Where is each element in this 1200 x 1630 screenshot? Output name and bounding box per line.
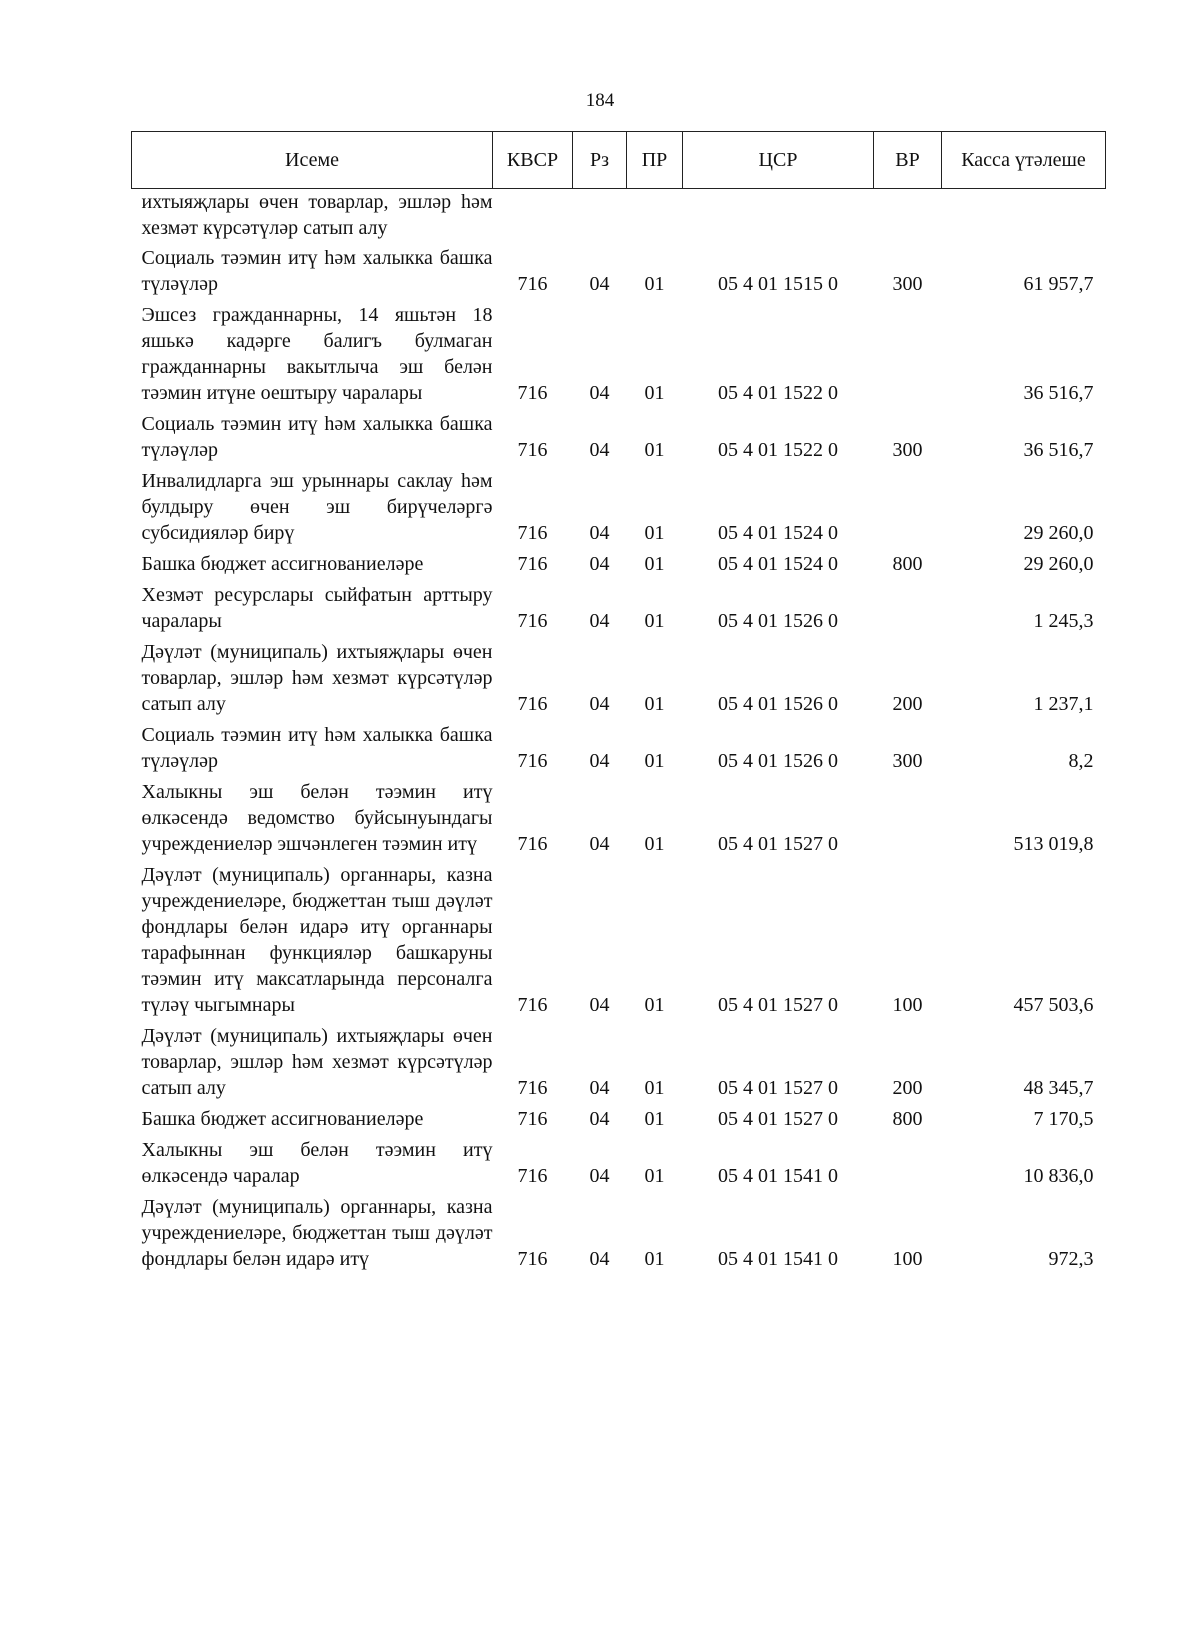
row-csr: 05 4 01 1524 0 <box>718 522 838 544</box>
row-csr: 05 4 01 1527 0 <box>718 833 838 855</box>
page-number: 184 <box>585 90 615 111</box>
row-csr: 05 4 01 1541 0 <box>718 1248 838 1270</box>
row-amount: 36 516,7 <box>1023 382 1094 404</box>
row-amount: 10 836,0 <box>1023 1165 1094 1187</box>
header-csr: ЦСР <box>683 132 874 189</box>
table-row <box>132 862 1106 1023</box>
row-vr: 200 <box>892 693 923 715</box>
row-pr: 01 <box>644 610 665 632</box>
row-vr <box>874 1137 942 1194</box>
row-pr: 01 <box>644 553 665 575</box>
row-amount: 1 245,3 <box>1033 610 1094 632</box>
row-vr <box>874 779 942 862</box>
row-name: Халыкны эш белән тәэмин итү өлкәсендә чаралар <box>141 1139 493 1187</box>
row-csr: 05 4 01 1522 0 <box>718 382 838 404</box>
row-pr: 01 <box>644 1165 665 1187</box>
row-amount: 48 345,7 <box>1023 1077 1094 1099</box>
row-amount: 513 019,8 <box>1013 833 1094 855</box>
table-row <box>132 245 1106 302</box>
row-pr: 01 <box>644 833 665 855</box>
table-row <box>132 468 1106 551</box>
row-name: Инвалидларга эш урыннары саклау һәм булдыру өчен эш бирүчеләргә субсидияләр бирү <box>141 470 493 544</box>
row-csr: 05 4 01 1541 0 <box>718 1165 838 1187</box>
row-name: Социаль тәэмин итү һәм халыкка башка түләүләр <box>141 724 493 772</box>
row-kvsr: 716 <box>517 1165 548 1187</box>
row-pr: 01 <box>644 1248 665 1270</box>
row-amount: 7 170,5 <box>1033 1108 1094 1130</box>
row-pr: 01 <box>644 1108 665 1130</box>
row-kvsr <box>493 189 573 246</box>
row-pr: 01 <box>644 693 665 715</box>
row-kvsr: 716 <box>517 610 548 632</box>
row-csr: 05 4 01 1522 0 <box>718 439 838 461</box>
header-vr: ВР <box>874 132 942 189</box>
row-rz: 04 <box>589 693 610 715</box>
row-vr: 100 <box>892 994 923 1016</box>
row-name: Эшсез гражданнарны, 14 яшьтән 18 яшькә кадәрге балигъ булмаган гражданнарны вакытлыча эш белән тәэмин итүне оештыру чаралары <box>141 304 493 404</box>
row-amount: 972,3 <box>1048 1248 1094 1270</box>
row-vr: 800 <box>892 553 923 575</box>
row-kvsr: 716 <box>517 439 548 461</box>
row-name: Социаль тәэмин итү һәм халыкка башка түләүләр <box>141 413 493 461</box>
row-pr: 01 <box>644 273 665 295</box>
row-amount: 8,2 <box>1068 750 1094 772</box>
row-vr: 100 <box>892 1248 923 1270</box>
row-rz: 04 <box>589 833 610 855</box>
row-pr: 01 <box>644 522 665 544</box>
row-rz: 04 <box>589 1077 610 1099</box>
row-vr <box>874 189 942 246</box>
row-kvsr: 716 <box>517 522 548 544</box>
row-csr: 05 4 01 1526 0 <box>718 610 838 632</box>
table-row <box>132 189 1106 246</box>
row-pr: 01 <box>644 750 665 772</box>
row-vr <box>874 582 942 639</box>
row-pr <box>627 189 683 246</box>
row-amount: 1 237,1 <box>1033 693 1094 715</box>
row-kvsr: 716 <box>517 1108 548 1130</box>
row-amount: 457 503,6 <box>1013 994 1094 1016</box>
table-row <box>132 551 1106 582</box>
header-rz: Рз <box>573 132 627 189</box>
row-csr: 05 4 01 1526 0 <box>718 693 838 715</box>
row-rz: 04 <box>589 273 610 295</box>
row-rz: 04 <box>589 610 610 632</box>
row-pr: 01 <box>644 439 665 461</box>
row-name: Дәүләт (муниципаль) ихтыяҗлары өчен товарлар, эшләр һәм хезмәт күрсәтүләр сатып алу <box>141 641 493 715</box>
row-csr: 05 4 01 1526 0 <box>718 750 838 772</box>
row-kvsr: 716 <box>517 273 548 295</box>
row-csr: 05 4 01 1515 0 <box>718 273 838 295</box>
table-row <box>132 411 1106 468</box>
table-row <box>132 639 1106 722</box>
header-name: Исеме <box>132 132 493 189</box>
row-name: Дәүләт (муниципаль) органнары, казна учреждениеләре, бюджеттан тыш дәүләт фондлары белән идарә итү органнары тарафыннан функцияләр башкаруны тәэмин итү максатларында персоналга түләү чыгымнары <box>141 864 493 1016</box>
row-rz: 04 <box>589 1108 610 1130</box>
row-name: Дәүләт (муниципаль) ихтыяҗлары өчен товарлар, эшләр һәм хезмәт күрсәтүләр сатып алу <box>141 1025 493 1099</box>
row-vr: 300 <box>892 439 923 461</box>
row-name: Хезмәт ресурслары сыйфатын арттыру чаралары <box>141 584 493 632</box>
row-kvsr: 716 <box>517 833 548 855</box>
row-amount: 29 260,0 <box>1023 553 1094 575</box>
row-rz: 04 <box>589 1165 610 1187</box>
row-name: Башка бюджет ассигнованиеләре <box>141 1108 424 1130</box>
table-row <box>132 1137 1106 1194</box>
budget-table <box>131 131 1106 1277</box>
row-amount: 61 957,7 <box>1023 273 1094 295</box>
row-pr: 01 <box>644 1077 665 1099</box>
row-rz: 04 <box>589 553 610 575</box>
table-row <box>132 1023 1106 1106</box>
row-csr: 05 4 01 1527 0 <box>718 1077 838 1099</box>
row-kvsr: 716 <box>517 750 548 772</box>
row-name: Халыкны эш белән тәэмин итү өлкәсендә ведомство буйсынуындагы учреждениеләр эшчәнлеген тәэмин итү <box>141 781 493 855</box>
table-row <box>132 582 1106 639</box>
row-rz: 04 <box>589 522 610 544</box>
row-csr <box>683 189 874 246</box>
row-kvsr: 716 <box>517 1248 548 1270</box>
row-rz: 04 <box>589 439 610 461</box>
row-kvsr: 716 <box>517 1077 548 1099</box>
row-kvsr: 716 <box>517 553 548 575</box>
row-kvsr: 716 <box>517 382 548 404</box>
table-row <box>132 722 1106 779</box>
row-rz: 04 <box>589 1248 610 1270</box>
table-header <box>132 132 1106 189</box>
row-amount: 36 516,7 <box>1023 439 1094 461</box>
header-pr: ПР <box>627 132 683 189</box>
table-row <box>132 1194 1106 1277</box>
row-kvsr: 716 <box>517 693 548 715</box>
row-name: ихтыяҗлары өчен товарлар, эшләр һәм хезмәт күрсәтүләр сатып алу <box>141 191 493 239</box>
row-vr <box>874 302 942 411</box>
row-vr: 300 <box>892 750 923 772</box>
header-amount: Касса үтәлеше <box>942 132 1106 189</box>
row-pr: 01 <box>644 994 665 1016</box>
row-vr <box>874 468 942 551</box>
row-vr: 300 <box>892 273 923 295</box>
row-name: Дәүләт (муниципаль) органнары, казна учреждениеләре, бюджеттан тыш дәүләт фондлары белән идарә итү <box>141 1196 493 1270</box>
row-csr: 05 4 01 1527 0 <box>718 1108 838 1130</box>
row-rz: 04 <box>589 382 610 404</box>
table-row <box>132 1106 1106 1137</box>
row-csr: 05 4 01 1527 0 <box>718 994 838 1016</box>
row-pr: 01 <box>644 382 665 404</box>
row-vr: 200 <box>892 1077 923 1099</box>
table-row <box>132 779 1106 862</box>
row-kvsr: 716 <box>517 994 548 1016</box>
header-kvsr: КВСР <box>493 132 573 189</box>
row-csr: 05 4 01 1524 0 <box>718 553 838 575</box>
row-rz: 04 <box>589 750 610 772</box>
row-name: Социаль тәэмин итү һәм халыкка башка түләүләр <box>141 247 493 295</box>
row-vr: 800 <box>892 1108 923 1130</box>
row-amount: 29 260,0 <box>1023 522 1094 544</box>
row-rz <box>573 189 627 246</box>
row-rz: 04 <box>589 994 610 1016</box>
row-amount <box>942 189 1106 246</box>
row-name: Башка бюджет ассигнованиеләре <box>141 553 424 575</box>
table-body <box>132 189 1106 1278</box>
table-row <box>132 302 1106 411</box>
